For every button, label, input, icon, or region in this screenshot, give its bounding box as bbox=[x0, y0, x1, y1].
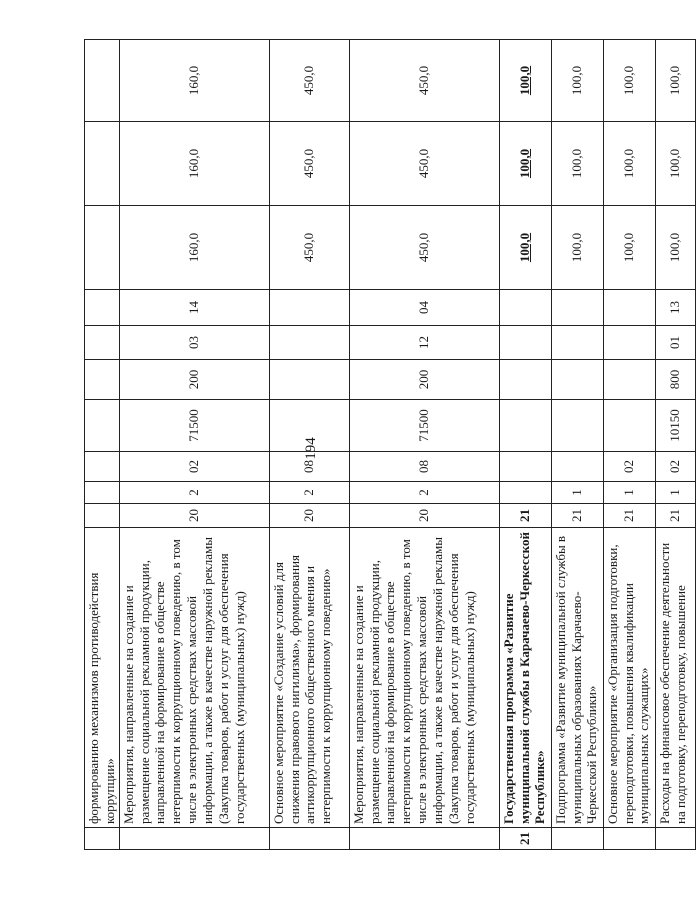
code-event-cell bbox=[499, 452, 551, 482]
code-section-cell bbox=[551, 326, 603, 360]
code-subsection-cell bbox=[499, 290, 551, 326]
code-event-cell: 08 bbox=[269, 452, 349, 482]
amount-year1-cell: 100,0 bbox=[551, 206, 603, 290]
code-direction-cell bbox=[551, 400, 603, 452]
amount-year1-cell: 450,0 bbox=[269, 206, 349, 290]
amount-year3-cell: 100,0 bbox=[499, 40, 551, 122]
amount-year2-cell: 450,0 bbox=[349, 122, 499, 206]
table-row bbox=[269, 40, 349, 850]
code-direction-cell bbox=[85, 400, 120, 452]
code-direction-cell bbox=[269, 400, 349, 452]
amount-year2-cell: 100,0 bbox=[499, 122, 551, 206]
code-direction-cell bbox=[499, 400, 551, 452]
row-number-cell bbox=[85, 828, 120, 850]
table-body bbox=[85, 40, 696, 850]
code-program-cell: 20 bbox=[349, 504, 499, 528]
amount-year2-cell: 160,0 bbox=[119, 122, 269, 206]
amount-year3-cell: 450,0 bbox=[269, 40, 349, 122]
amount-year3-cell: 100,0 bbox=[655, 40, 695, 122]
amount-year3-cell bbox=[85, 40, 120, 122]
code-direction-cell: 71500 bbox=[119, 400, 269, 452]
code-subprogram-cell: 2 bbox=[269, 482, 349, 504]
amount-year3-cell: 450,0 bbox=[349, 40, 499, 122]
code-subprogram-cell bbox=[85, 482, 120, 504]
table-row bbox=[603, 40, 655, 850]
code-program-cell: 20 bbox=[119, 504, 269, 528]
row-number-cell bbox=[603, 828, 655, 850]
code-subsection-cell bbox=[269, 290, 349, 326]
amount-year3-cell: 100,0 bbox=[551, 40, 603, 122]
code-direction-cell: 10150 bbox=[655, 400, 695, 452]
code-expense-type-cell: 200 bbox=[349, 360, 499, 400]
row-number-cell bbox=[269, 828, 349, 850]
page-number: 194 bbox=[302, 437, 319, 460]
amount-year1-cell: 100,0 bbox=[655, 206, 695, 290]
amount-year1-cell: 100,0 bbox=[603, 206, 655, 290]
row-number-cell: 21 bbox=[499, 828, 551, 850]
code-subprogram-cell: 2 bbox=[119, 482, 269, 504]
amount-year3-cell: 100,0 bbox=[603, 40, 655, 122]
item-name-cell: формированию механизмов противодействия коррупции» bbox=[85, 528, 120, 828]
table-row bbox=[119, 40, 269, 850]
code-section-cell bbox=[603, 326, 655, 360]
code-event-cell: 02 bbox=[603, 452, 655, 482]
code-section-cell: 12 bbox=[349, 326, 499, 360]
code-program-cell: 21 bbox=[551, 504, 603, 528]
table-row bbox=[655, 40, 695, 850]
amount-year2-cell: 100,0 bbox=[655, 122, 695, 206]
code-section-cell: 01 bbox=[655, 326, 695, 360]
code-expense-type-cell bbox=[269, 360, 349, 400]
code-program-cell: 21 bbox=[655, 504, 695, 528]
code-subprogram-cell: 1 bbox=[551, 482, 603, 504]
table-row bbox=[499, 40, 551, 850]
item-name-cell: Подпрограмма «Развитие муниципальной службы в муниципальных образованиях Карачаево-Черкесской Республики» bbox=[551, 528, 603, 828]
code-section-cell bbox=[499, 326, 551, 360]
item-name-cell: Мероприятия, направленные на создание и размещение социальной рекламной продукции, направленной на формирование в обществе нетерпимости к коррупционному поведению, в том числе в электронных средствах массовой информации, а также в качестве наружной рекламы (Закупка товаров, работ и услуг для обеспечения государственных (муниципальных) нужд) bbox=[119, 528, 269, 828]
amount-year2-cell: 100,0 bbox=[551, 122, 603, 206]
amount-year2-cell: 450,0 bbox=[269, 122, 349, 206]
code-expense-type-cell: 800 bbox=[655, 360, 695, 400]
code-subprogram-cell bbox=[499, 482, 551, 504]
row-number-cell bbox=[119, 828, 269, 850]
code-subsection-cell: 04 bbox=[349, 290, 499, 326]
row-number-cell bbox=[349, 828, 499, 850]
code-expense-type-cell bbox=[85, 360, 120, 400]
code-subsection-cell: 14 bbox=[119, 290, 269, 326]
table-row bbox=[349, 40, 499, 850]
code-event-cell: 02 bbox=[119, 452, 269, 482]
budget-table bbox=[84, 39, 696, 850]
code-event-cell bbox=[85, 452, 120, 482]
code-event-cell: 02 bbox=[655, 452, 695, 482]
rotated-table-wrapper bbox=[84, 40, 688, 850]
code-event-cell bbox=[551, 452, 603, 482]
amount-year1-cell: 160,0 bbox=[119, 206, 269, 290]
code-program-cell bbox=[85, 504, 120, 528]
item-name-cell: Расходы на финансовое обеспечение деятельности на подготовку, переподготовку, повышение bbox=[655, 528, 695, 828]
table-row bbox=[551, 40, 603, 850]
amount-year1-cell bbox=[85, 206, 120, 290]
code-subsection-cell bbox=[85, 290, 120, 326]
code-section-cell bbox=[269, 326, 349, 360]
code-expense-type-cell: 200 bbox=[119, 360, 269, 400]
code-subsection-cell: 13 bbox=[655, 290, 695, 326]
amount-year2-cell bbox=[85, 122, 120, 206]
code-subprogram-cell: 1 bbox=[655, 482, 695, 504]
code-section-cell bbox=[85, 326, 120, 360]
table-row bbox=[85, 40, 120, 850]
row-number-cell bbox=[551, 828, 603, 850]
amount-year1-cell: 100,0 bbox=[499, 206, 551, 290]
code-event-cell: 08 bbox=[349, 452, 499, 482]
item-name-cell: Государственная программа «Развитие муниципальной службы в Карачаево-Черкесской Республике» bbox=[499, 528, 551, 828]
code-program-cell: 20 bbox=[269, 504, 349, 528]
code-subsection-cell bbox=[603, 290, 655, 326]
amount-year3-cell: 160,0 bbox=[119, 40, 269, 122]
code-subsection-cell bbox=[551, 290, 603, 326]
code-direction-cell bbox=[603, 400, 655, 452]
code-expense-type-cell bbox=[603, 360, 655, 400]
amount-year2-cell: 100,0 bbox=[603, 122, 655, 206]
code-program-cell: 21 bbox=[499, 504, 551, 528]
code-section-cell: 03 bbox=[119, 326, 269, 360]
code-program-cell: 21 bbox=[603, 504, 655, 528]
code-expense-type-cell bbox=[551, 360, 603, 400]
code-direction-cell: 71500 bbox=[349, 400, 499, 452]
amount-year1-cell: 450,0 bbox=[349, 206, 499, 290]
code-expense-type-cell bbox=[499, 360, 551, 400]
row-number-cell bbox=[655, 828, 695, 850]
item-name-cell: Мероприятия, направленные на создание и размещение социальной рекламной продукции, направленной на формирование в обществе нетерпимости к коррупционному поведению, в том числе в электронных средствах массовой информации, а также в качестве наружной рекламы (Закупка товаров, работ и услуг для обеспечения государственных (муниципальных) нужд) bbox=[349, 528, 499, 828]
item-name-cell: Основное мероприятие «Организация подготовки, переподготовки, повышения квалификации муниципальных служащих» bbox=[603, 528, 655, 828]
code-subprogram-cell: 1 bbox=[603, 482, 655, 504]
code-subprogram-cell: 2 bbox=[349, 482, 499, 504]
item-name-cell: Основное мероприятие «Создание условий для снижения правового нигилизма», формирования антикоррупционного общественного мнения и нетерпимости к коррупционному поведению» bbox=[269, 528, 349, 828]
